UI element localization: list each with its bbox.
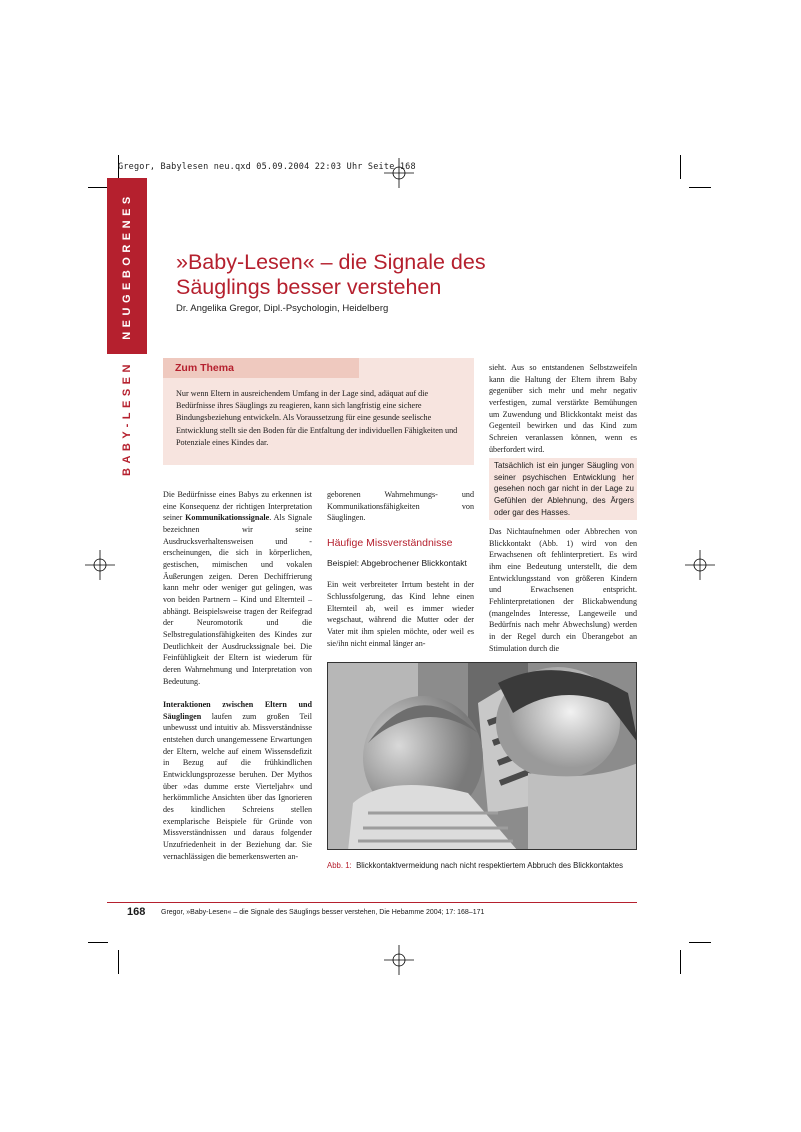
text-column-3 [489,362,637,467]
registration-mark-right [685,550,715,580]
paragraph: Ein weit verbreiteter Irrtum besteht in der Schlussfolgerung, das Kind lehne einen Elternteil ab, weil es immer wieder wegschaut, während die Mutter oder der Vater mit ihm spielen möchte, oder weil es sie/ihn nicht einmal länger an- [327,580,474,648]
paragraph: sieht. Aus so entstandenen Selbstzweifeln kann die Haltung der Eltern ihrem Baby gegenüber sich mehr und mehr negativ verfestigen, zumal verstärkte Bemühungen um Zuwendung und Blickkontakt meist das Gegenteil bewirken und das Kind zum Schreien veranlassen können, wenn es überfordert wird. [489,363,637,454]
text-column-3-cont [489,526,637,666]
paragraph: geborenen Wahrnehmungs- und Kommunikationsfähigkeiten von Säuglingen. [327,490,474,523]
topic-box-text: Nur wenn Eltern in ausreichendem Umfang in der Lage sind, adäquat auf die Bedürfnisse ihres Säuglings zu reagieren, kann sich langfristig eine sichere Bindungsbeziehung entwickeln. Als Voraussetzung für eine gesunde seelische Entwicklung stellt sie den Boden für die Entfaltung der individuellen Fähigkeiten und Potenziale eines Kindes dar. [176,389,458,447]
rubric-label-text: BABY-LESEN [121,360,133,476]
registration-mark-bottom [384,945,414,975]
section-heading: Häufige Missverständnisse [327,536,453,549]
figure-caption [327,861,647,870]
text-column-1 [163,489,312,874]
section-tab [107,178,147,354]
rubric-label [107,358,147,478]
section-tab-label: NEUGEBORENES [121,192,133,340]
paragraph: Interaktionen zwischen Eltern und Säuglingen laufen zum großen Teil unbewusst und intuitiv ab. Missverständnisse entstehen durch unangemessene Erwartungen der Eltern, welche auf einem Wissensdefizit in Bezug auf die frühkindlichen Entwicklungsprozesse beruhen. Der Mythos über »das dumme erste Vierteljahr« und herkömmliche Ansichten über das Ignorieren des kindlichen Schreiens stellen exemplarische Beispiele für Gründe von Missverständnissen und daraus folgender Unzufriedenheit in der Beziehung dar. Sie vernachlässigen die bemerkenswerten an- [163,700,312,861]
topic-box-heading: Zum Thema [175,362,234,374]
figure-label: Abb. 1: [327,861,352,870]
photo-mother-baby [328,663,637,850]
footer-citation: Gregor, »Baby-Lesen« – die Signale des Säuglings besser verstehen, Die Hebamme 2004; 17: 168–171 [161,909,485,916]
paragraph: Das Nichtaufnehmen oder Abbrechen von Blickkontakt (Abb. 1) wird von den Erwachsenen oft fehlinterpretiert. Es wird ihm eine Bedeutung unterstellt, die dem Entwicklungsstand von größeren Kindern und Erwachsenen entspricht. Fehlinterpretationen der Blickabwendung (mangelndes Interesse, Langeweile und Bedürfnis nach mehr Abwechslung) werden in der Regel durch ein Überangebot an Stimulation durch die [489,527,637,653]
pull-quote: Tatsächlich ist ein junger Säugling von seiner psychischen Entwicklung her gesehen noch gar nicht in der Lage zu Gefühlen der Ablehnung, des Ärgers oder gar des Hasses. [494,461,634,517]
article-title: »Baby-Lesen« – die Signale des Säuglings besser verstehen [176,250,486,299]
figure-caption-text: Blickkontaktvermeidung nach nicht respektiertem Abbruch des Blickkontaktes [356,861,624,870]
paragraph: Die Bedürfnisse eines Babys zu erkennen ist eine Konsequenz der richtigen Interpretation seiner Kommunikationssignale. Als Signale bezeichnen wir seine Ausdrucksverhaltensweisen und -erscheinungen, die sich in körperlichen, gestischen, mimischen und vokalen Äußerungen zeigen. Deren Dechiffrierung kann mehr oder weniger gut gelingen, was von beiden Partnern – Kind und Elternteil – abhängt. Beispielsweise tragen der Reifegrad der Neuromotorik und die Selbstregulationsfähigkeiten des Kindes zur Deutlichkeit der Ausdruckssignale bei. Die Feinfühligkeit der Eltern ist wiederum für deren Wahrnehmung und Interpretation von Bedeutung. [163,490,312,686]
page-number: 168 [127,906,146,918]
sub-heading: Beispiel: Abgebrochener Blickkontakt [327,557,467,568]
file-slug: Gregor, Babylesen neu.qxd 05.09.2004 22:03 Uhr Seite 168 [118,162,416,172]
registration-mark-left [85,550,115,580]
article-author: Dr. Angelika Gregor, Dipl.-Psychologin, Heidelberg [176,303,389,314]
topic-box-header [163,358,359,378]
text-column-2 [327,489,474,661]
figure-photo [327,662,637,850]
footer-rule [107,902,637,903]
